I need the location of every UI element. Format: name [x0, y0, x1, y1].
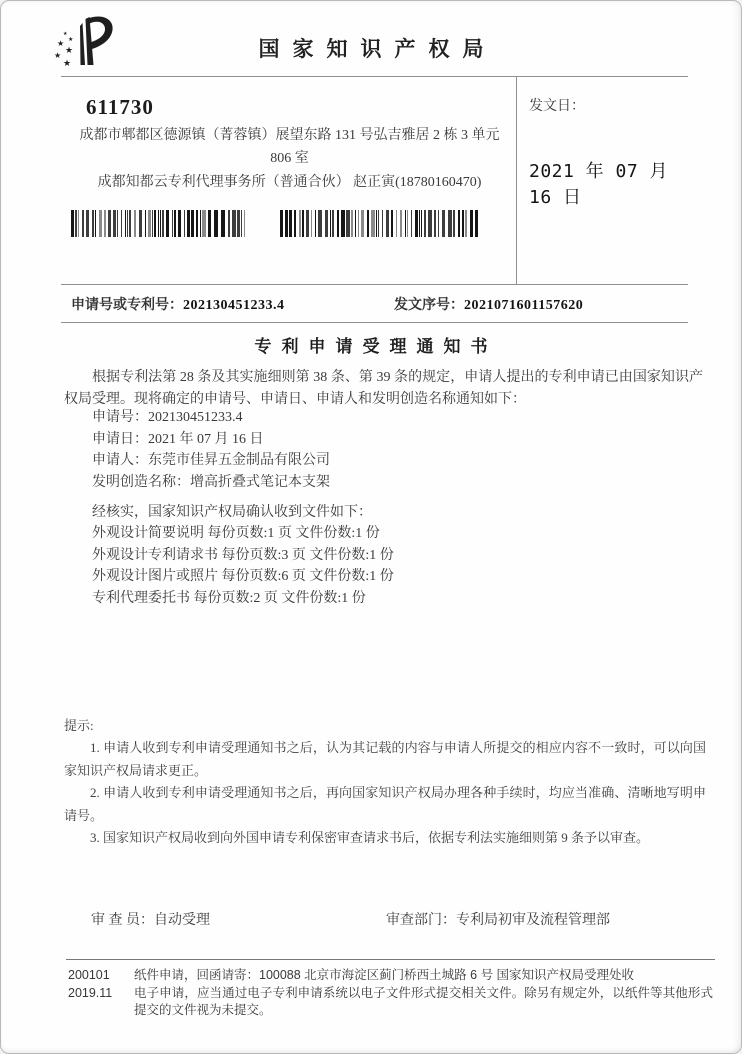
recipient-address: [77, 124, 502, 194]
department-value: 专利局初审及流程管理部: [456, 913, 610, 928]
numbers-row: [61, 285, 688, 323]
notice-intro: 根据专利法第 28 条及其实施细则第 38 条、第 39 条的规定，申请人提出的专利申请已由国家知识产权局受理。现将确定的申请号、申请日、申请人和发明创造名称通知如下：: [64, 370, 703, 407]
examiner-group: [91, 913, 210, 928]
tip-item: 2. 申请人收到专利申请受理通知书之后，再向国家知识产权局办理各种手续时，均应当准确、清晰地写明申请号。: [64, 785, 706, 823]
field-invention-name: [64, 472, 330, 494]
tip-item: 3. 国家知识产权局收到向外国申请专利保密审查请求书后，依据专利法实施细则第 9 条予以审查。: [90, 830, 650, 846]
examiner-label: 审 查 员：: [91, 913, 154, 928]
application-number-label: 申请号或专利号：: [71, 298, 183, 313]
svg-text:★: ★: [63, 58, 72, 68]
field-value: 东莞市佳昇五金制品有限公司: [148, 453, 330, 469]
application-number-group: [71, 294, 285, 314]
agency-line: 成都知都云专利代理事务所（普通合伙） 赵正寅(18780160470): [97, 175, 482, 190]
received-intro: 经核实，国家知识产权局确认收到文件如下：: [92, 505, 372, 520]
recipient-block: [61, 77, 516, 284]
agency-title: 国家知识产权局: [258, 37, 497, 61]
barcode-row: [71, 210, 516, 237]
svg-text:★: ★: [54, 51, 62, 60]
footer-codes: [68, 967, 134, 1020]
department-label: 审查部门：: [386, 913, 456, 928]
field-label: 申请号：: [92, 410, 148, 425]
field-value: 202130451233.4: [148, 410, 243, 425]
svg-text:★: ★: [57, 39, 65, 48]
footer-paper-line: 纸件申请，回函请寄：100088 北京市海淀区蓟门桥西土城路 6 号 国家知识产权局受理处收: [134, 968, 635, 982]
footer-code-1: 200101: [68, 968, 110, 982]
field-application-date: [64, 429, 330, 451]
field-value: 增高折叠式笔记本支架: [190, 475, 330, 491]
received-doc-item: 外观设计简要说明 每份页数:1 页 文件份数:1 份: [92, 526, 380, 542]
field-label: 申请日：: [92, 431, 148, 447]
received-doc-item: 外观设计专利请求书 每份页数:3 页 文件份数:1 份: [92, 547, 394, 563]
footer: [68, 967, 713, 1020]
application-fields: [64, 407, 330, 494]
issue-date-box: [516, 77, 688, 284]
department-group: [386, 909, 610, 929]
barcode-right: [280, 210, 478, 237]
barcode-left: [71, 210, 249, 237]
field-label: 发明创造名称：: [92, 475, 190, 491]
field-applicant: [64, 450, 330, 472]
application-number-value: 202130451233.4: [183, 298, 285, 313]
serial-number-label: 发文序号：: [394, 298, 464, 313]
svg-text:★: ★: [63, 32, 68, 37]
received-documents: [64, 502, 394, 609]
issue-date-value: 2021 年 07 月 16 日: [529, 161, 669, 208]
issue-date-label: 发文日：: [529, 99, 585, 114]
footer-divider: [66, 959, 715, 960]
svg-text:★: ★: [65, 45, 74, 55]
svg-text:★: ★: [68, 37, 74, 43]
footer-text: [134, 967, 713, 1020]
notice-title: 专利申请受理通知书: [254, 337, 498, 356]
received-doc-item: 外观设计图片或照片 每份页数:6 页 文件份数:1 份: [92, 569, 394, 585]
tips-section: [64, 715, 706, 849]
address-line-1: 成都市郫都区德源镇（菁蓉镇）展望东路 131 号弘吉雅居 2 栋 3 单元: [79, 128, 500, 143]
address-line-2: 806 室: [270, 151, 309, 166]
received-doc-item: 专利代理委托书 每份页数:2 页 文件份数:1 份: [92, 590, 366, 606]
field-value: 2021 年 07 月 16 日: [148, 431, 264, 447]
postal-code: 611730: [86, 95, 154, 119]
footer-code-2: 2019.11: [68, 985, 113, 1000]
serial-number-group: [394, 294, 583, 314]
tips-heading: 提示:: [64, 718, 94, 733]
tip-item: 1. 申请人收到专利申请受理通知书之后，认为其记载的内容与申请人所提交的相应内容不一致时，可以向国家知识产权局请求更正。: [64, 740, 706, 778]
head-box: [61, 76, 688, 285]
field-application-number: [64, 407, 330, 429]
signoff-row: [1, 909, 741, 929]
field-label: 申请人：: [92, 453, 148, 469]
examiner-value: 自动受理: [154, 913, 210, 928]
footer-electronic-line: 电子申请，应当通过电子专利申请系统以电子文件形式提交相关文件。除另有规定外，以纸件等其他形式提交的文件视为未提交。: [134, 985, 713, 1017]
serial-number-value: 2021071601157620: [464, 298, 584, 313]
